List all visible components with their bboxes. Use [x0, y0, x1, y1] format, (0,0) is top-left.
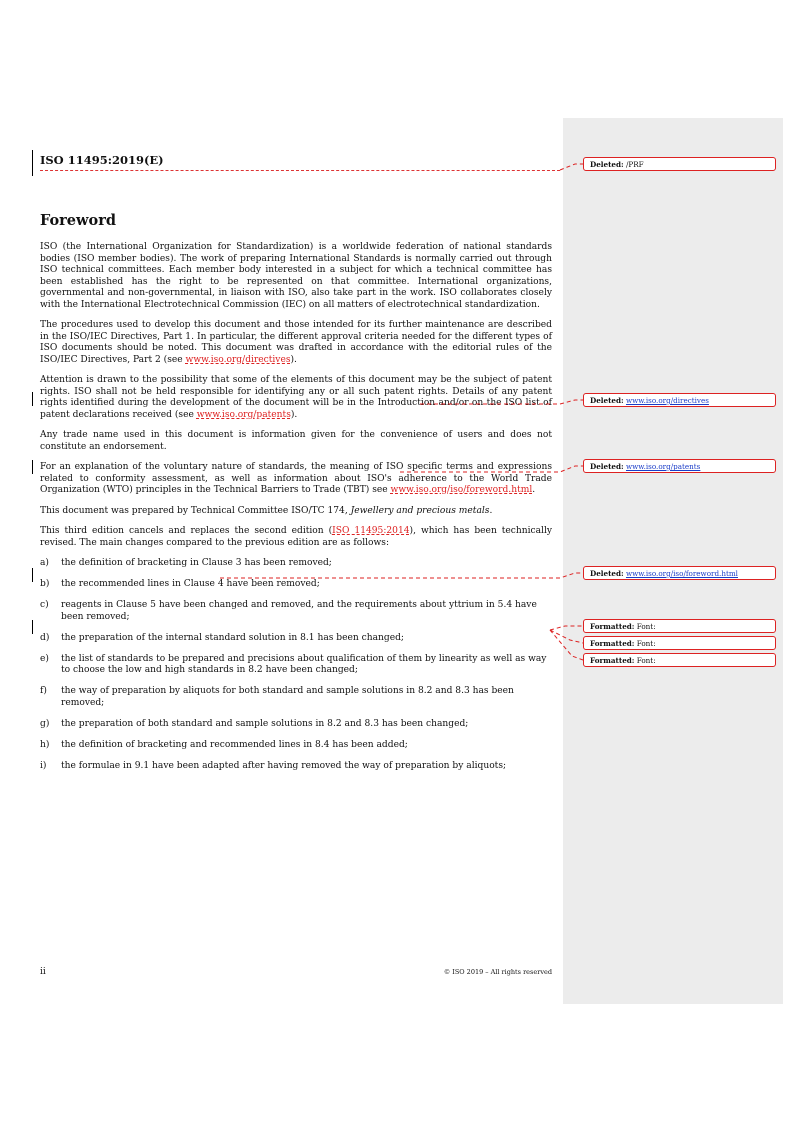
list-item: f) the way of preparation by aliquots for both standard and sample solutions in 8.2 and 8.3 has been removed; — [40, 686, 514, 708]
committee-title: Jewellery and precious metals — [350, 505, 490, 516]
paragraph: Any trade name used in this document is information given for the convenience of users and does not constitute an endorsement. — [40, 430, 552, 452]
list-item: g) the preparation of both standard and sample solutions in 8.2 and 8.3 has been changed; — [40, 718, 469, 729]
paragraph: ISO (the International Organization for Standardization) is a worldwide federation of national standards bodies (ISO member bodies). The work of preparing International Standards is normally carried out through ISO technical committees. Each member body interested in a subject for which a technical committee has been established has the right to be represented on that committee. International organizations, governmental and non-governmental, in liaison with ISO, also take part in the work. ISO collaborates closely with the International Electrotechnical Commission (IEC) on all matters of electrotechnical standardization. — [40, 242, 552, 310]
paragraph: This document was prepared by Technical Committee ISO/TC 174, Jewellery and precious metals. — [40, 505, 493, 516]
list-item: a) the definition of bracketing in Clause 3 has been removed; — [40, 558, 332, 568]
list-item: e) the list of standards to be prepared and precisions about qualification of them by linearity as well as way to choose the low and high standards in 8.2 have been changed; — [40, 653, 547, 675]
previous-edition-ref: ISO 11495:2014 — [332, 526, 410, 536]
paragraph: Attention is drawn to the possibility that some of the elements of this document may be the subject of patent rights. ISO shall not be held responsible for identifying any or all such patent rights. Details of any patent rights identified during the development of the document will be in the Introduction and/or on the ISO list of patent declarations received (see www.iso.org/patents). — [40, 375, 552, 420]
revision-balloon[interactable]: Deleted: www.iso.org/iso/foreword.html — [583, 566, 776, 580]
list-item: h) the definition of bracketing and recommended lines in 8.4 has been added; — [40, 739, 408, 750]
change-bar — [32, 460, 33, 474]
paragraph: The procedures used to develop this document and those intended for its further maintenance are described in the ISO/IEC Directives, Part 1. In particular, the different approval criteria needed for the different types of ISO documents should be noted. This document was drafted in accordance with the editorial rules of the ISO/IEC Directives, Part 2 (see www.iso.org/directives). — [40, 320, 552, 365]
paragraph: This third edition cancels and replaces the second edition (ISO 11495:2014), which has been technically revised. The main changes compared to the previous edition are as follows: — [40, 526, 552, 548]
directives-link[interactable]: www.iso.org/directives — [185, 354, 291, 365]
revision-balloon[interactable]: Formatted: Font: — [583, 636, 776, 650]
section-title: Foreword — [40, 212, 116, 229]
change-bar — [32, 150, 33, 176]
list-item: d) the preparation of the internal standard solution in 8.1 has been changed; — [40, 632, 404, 643]
list-item: c) reagents in Clause 5 have been changed and removed, and the requirements about yttrium in 5.4 have been removed; — [40, 600, 537, 622]
page-number: ii — [40, 967, 46, 977]
list-item: i) the formulae in 9.1 have been adapted after having removed the way of preparation by aliquots; — [40, 760, 507, 771]
foreword-link[interactable]: www.iso.org/iso/foreword.html — [390, 485, 533, 495]
patents-link[interactable]: www.iso.org/patents — [196, 409, 291, 420]
change-bar — [32, 392, 33, 406]
list-item: b) the recommended lines in Clause 4 have been removed; — [40, 579, 320, 589]
revision-balloon[interactable]: Formatted: Font: — [583, 619, 776, 633]
paragraph: For an explanation of the voluntary nature of standards, the meaning of ISO specific terms and expressions related to conformity assessment, as well as information about ISO's adherence to the World Trade Organization (WTO) principles in the Technical Barriers to Trade (TBT) see www.iso.org/iso/foreword.html. — [40, 462, 552, 495]
comment-margin-pane — [563, 118, 783, 1004]
revision-balloon[interactable]: Deleted: www.iso.org/patents — [583, 459, 776, 473]
revision-balloon[interactable]: Deleted: www.iso.org/directives — [583, 393, 776, 407]
document-header-id: ISO 11495:2019(E) — [40, 153, 164, 167]
revision-balloon[interactable]: Deleted: /PRF — [583, 157, 776, 171]
copyright-notice: © ISO 2019 – All rights reserved — [443, 968, 552, 976]
header-underline — [40, 170, 560, 171]
document-body — [40, 242, 552, 782]
revision-balloon[interactable]: Formatted: Font: — [583, 653, 776, 667]
change-bar — [32, 620, 33, 634]
change-bar — [32, 568, 33, 582]
